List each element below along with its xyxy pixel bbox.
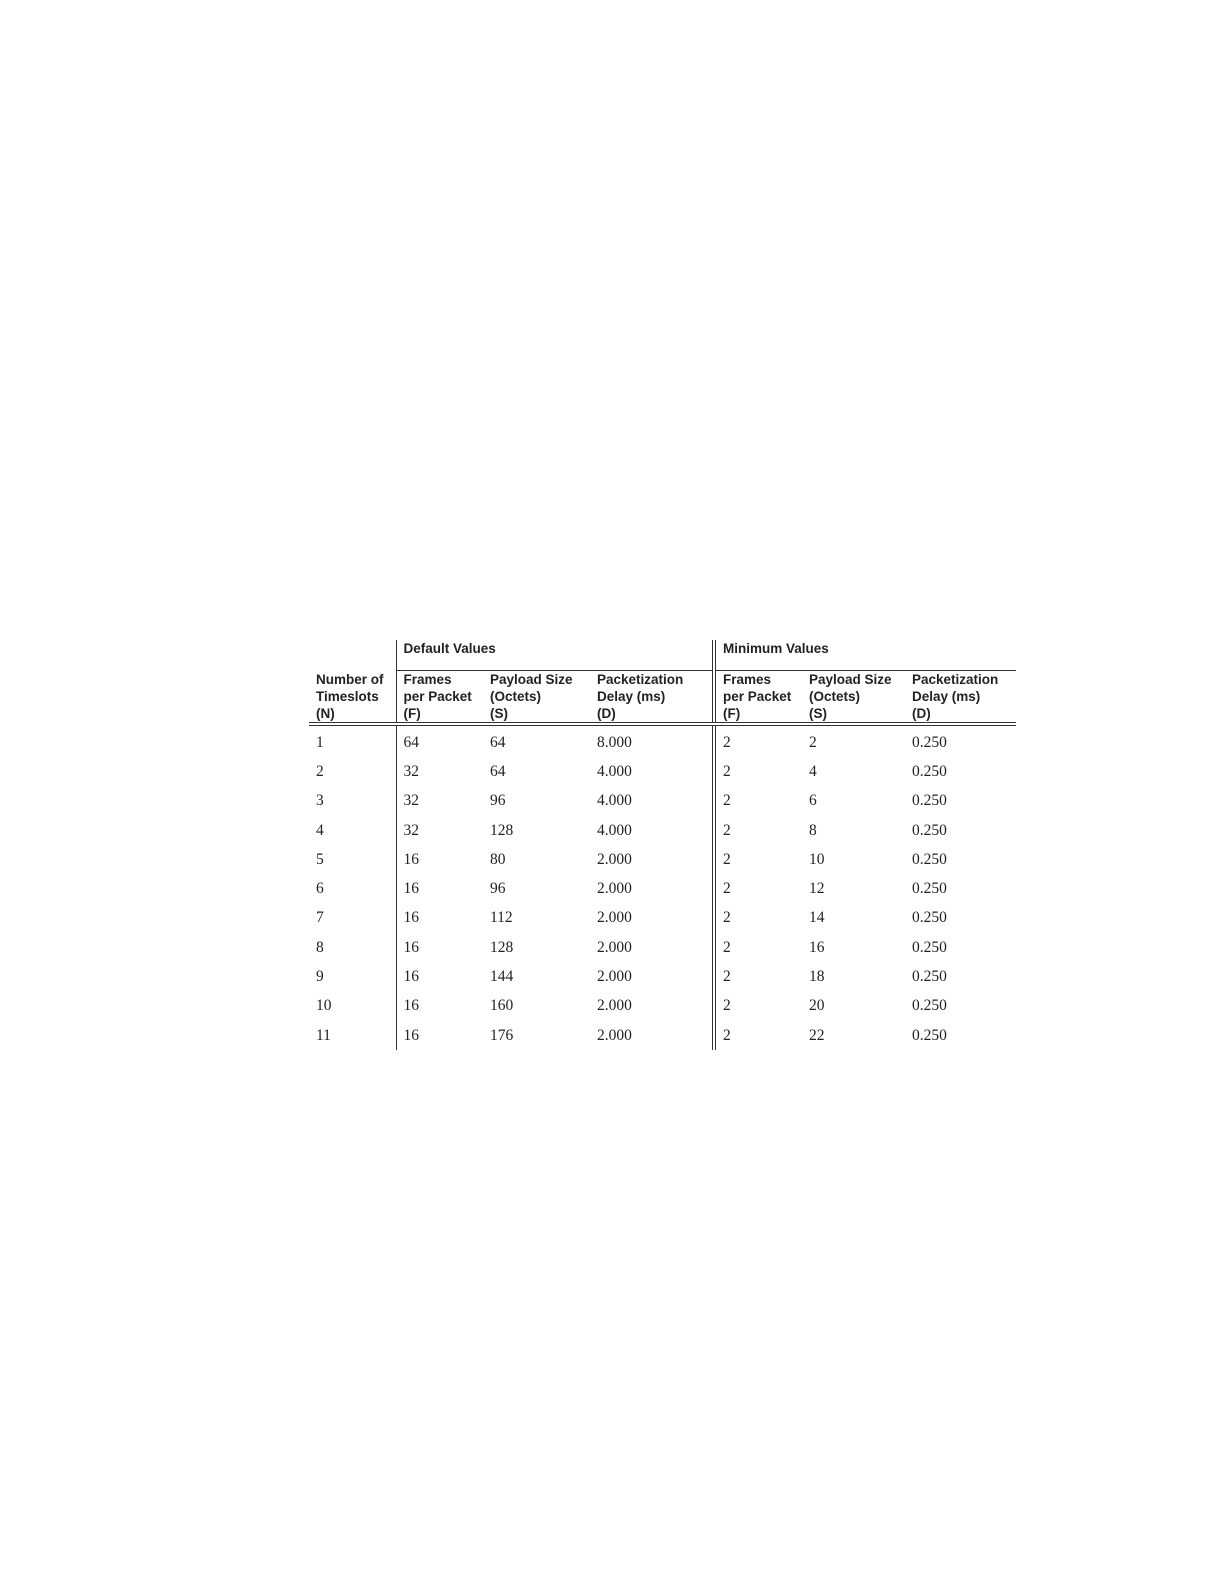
cell-default-frames: 64 <box>396 724 483 757</box>
cell-default-frames: 16 <box>396 904 483 933</box>
col-header-line: per Packet <box>723 689 792 704</box>
col-header-line: Payload Size <box>490 672 573 687</box>
cell-default-frames: 32 <box>396 787 483 816</box>
cell-default-delay: 2.000 <box>597 997 632 1015</box>
col-header-default-payload <box>483 671 590 725</box>
cell-timeslots: 5 <box>316 850 324 868</box>
col-header-line: per Packet <box>403 689 472 704</box>
cell-min-frames: 2 <box>714 992 802 1021</box>
cell-default-frames: 32 <box>396 816 483 845</box>
table-row <box>309 992 1016 1021</box>
cell-default-frames: 32 <box>396 757 483 786</box>
cell-min-frames: 2 <box>714 724 802 757</box>
col-header-line: Timeslots <box>316 688 379 704</box>
cell-default-frames: 16 <box>396 1021 483 1050</box>
table-row <box>309 787 1016 816</box>
cell-default-delay: 4.000 <box>597 821 632 839</box>
cell-default-delay: 2.000 <box>597 850 632 868</box>
timeslot-parameters-table-wrapper <box>309 640 1016 1050</box>
table-row <box>309 933 1016 962</box>
cell-min-delay: 0.250 <box>912 997 947 1015</box>
col-header-line: (S) <box>809 706 827 721</box>
cell-default-frames: 16 <box>396 874 483 903</box>
cell-default-payload: 96 <box>490 792 506 810</box>
minimum-values-header: Minimum Values <box>714 640 1016 671</box>
col-header-min-delay <box>905 671 1016 725</box>
cell-min-delay: 0.250 <box>912 821 947 839</box>
col-header-line: (Octets) <box>490 689 542 704</box>
table-row <box>309 757 1016 786</box>
cell-default-payload: 80 <box>490 850 506 868</box>
cell-min-frames: 2 <box>714 757 802 786</box>
col-header-line: Delay (ms) <box>597 689 666 704</box>
cell-timeslots: 1 <box>316 733 324 751</box>
col-header-line: Packetization <box>597 672 684 687</box>
col-header-default-delay <box>590 671 714 725</box>
cell-default-payload: 96 <box>490 880 506 898</box>
cell-timeslots: 10 <box>316 997 332 1015</box>
cell-default-frames: 16 <box>396 992 483 1021</box>
cell-default-frames: 16 <box>396 962 483 991</box>
cell-default-payload: 160 <box>490 997 514 1015</box>
cell-default-delay: 2.000 <box>597 909 632 927</box>
cell-min-payload: 18 <box>809 968 825 986</box>
cell-min-delay: 0.250 <box>912 850 947 868</box>
cell-default-delay: 2.000 <box>597 938 632 956</box>
cell-timeslots: 9 <box>316 968 324 986</box>
timeslot-parameters-table <box>309 640 1016 1050</box>
cell-min-delay: 0.250 <box>912 733 947 751</box>
cell-min-payload: 4 <box>809 762 817 780</box>
col-header-timeslots <box>309 671 396 725</box>
cell-min-payload: 10 <box>809 850 825 868</box>
col-header-line: Packetization <box>912 672 999 687</box>
cell-default-payload: 144 <box>490 968 514 986</box>
cell-timeslots: 7 <box>316 909 324 927</box>
cell-default-payload: 64 <box>490 733 506 751</box>
cell-timeslots: 4 <box>316 821 324 839</box>
cell-default-frames: 16 <box>396 933 483 962</box>
cell-timeslots: 6 <box>316 880 324 898</box>
col-header-line: (D) <box>597 706 616 721</box>
col-header-line: (S) <box>490 706 508 721</box>
cell-min-frames: 2 <box>714 845 802 874</box>
cell-default-delay: 2.000 <box>597 880 632 898</box>
cell-default-delay: 2.000 <box>597 1026 632 1044</box>
cell-timeslots: 8 <box>316 938 324 956</box>
table-row <box>309 904 1016 933</box>
group-header-row <box>309 640 1016 671</box>
cell-timeslots: 3 <box>316 792 324 810</box>
cell-min-delay: 0.250 <box>912 968 947 986</box>
col-header-line: Delay (ms) <box>912 689 981 704</box>
col-header-line: Payload Size <box>809 672 892 687</box>
table-row <box>309 962 1016 991</box>
col-header-min-frames <box>714 671 802 725</box>
cell-min-frames: 2 <box>714 787 802 816</box>
cell-default-payload: 64 <box>490 762 506 780</box>
col-header-line: (D) <box>912 706 931 721</box>
cell-min-delay: 0.250 <box>912 880 947 898</box>
cell-timeslots: 11 <box>316 1026 331 1044</box>
cell-min-payload: 14 <box>809 909 825 927</box>
cell-min-payload: 2 <box>809 733 817 751</box>
cell-min-payload: 16 <box>809 938 825 956</box>
cell-min-frames: 2 <box>714 933 802 962</box>
col-header-line: Frames <box>723 672 772 687</box>
col-header-default-frames <box>396 671 483 725</box>
cell-min-delay: 0.250 <box>912 1026 947 1044</box>
cell-default-payload: 128 <box>490 938 514 956</box>
col-header-line: (F) <box>723 706 741 721</box>
cell-min-frames: 2 <box>714 1021 802 1050</box>
cell-min-payload: 12 <box>809 880 825 898</box>
col-header-line: Number of <box>316 671 384 687</box>
table-row <box>309 724 1016 757</box>
cell-min-delay: 0.250 <box>912 938 947 956</box>
cell-min-payload: 6 <box>809 792 817 810</box>
col-header-line: (N) <box>316 705 335 721</box>
cell-min-frames: 2 <box>714 904 802 933</box>
cell-min-frames: 2 <box>714 874 802 903</box>
cell-min-delay: 0.250 <box>912 762 947 780</box>
cell-min-frames: 2 <box>714 816 802 845</box>
cell-min-payload: 8 <box>809 821 817 839</box>
cell-default-payload: 112 <box>490 909 513 927</box>
cell-default-payload: 128 <box>490 821 514 839</box>
cell-min-payload: 20 <box>809 997 825 1015</box>
cell-default-delay: 4.000 <box>597 792 632 810</box>
cell-min-payload: 22 <box>809 1026 825 1044</box>
table-row <box>309 1021 1016 1050</box>
cell-default-payload: 176 <box>490 1026 514 1044</box>
col-header-min-payload <box>802 671 905 725</box>
col-header-line: Frames <box>403 672 452 687</box>
cell-timeslots: 2 <box>316 762 324 780</box>
group-header-blank <box>309 640 396 671</box>
table-row <box>309 874 1016 903</box>
cell-default-delay: 4.000 <box>597 762 632 780</box>
cell-default-delay: 8.000 <box>597 733 632 751</box>
table-body <box>309 724 1016 1050</box>
table-row <box>309 816 1016 845</box>
cell-default-frames: 16 <box>396 845 483 874</box>
col-header-line: (F) <box>403 706 421 721</box>
cell-default-delay: 2.000 <box>597 968 632 986</box>
col-header-line: (Octets) <box>809 689 861 704</box>
default-values-header: Default Values <box>396 640 714 671</box>
column-header-row <box>309 671 1016 725</box>
table-row <box>309 845 1016 874</box>
cell-min-frames: 2 <box>714 962 802 991</box>
cell-min-delay: 0.250 <box>912 792 947 810</box>
cell-min-delay: 0.250 <box>912 909 947 927</box>
